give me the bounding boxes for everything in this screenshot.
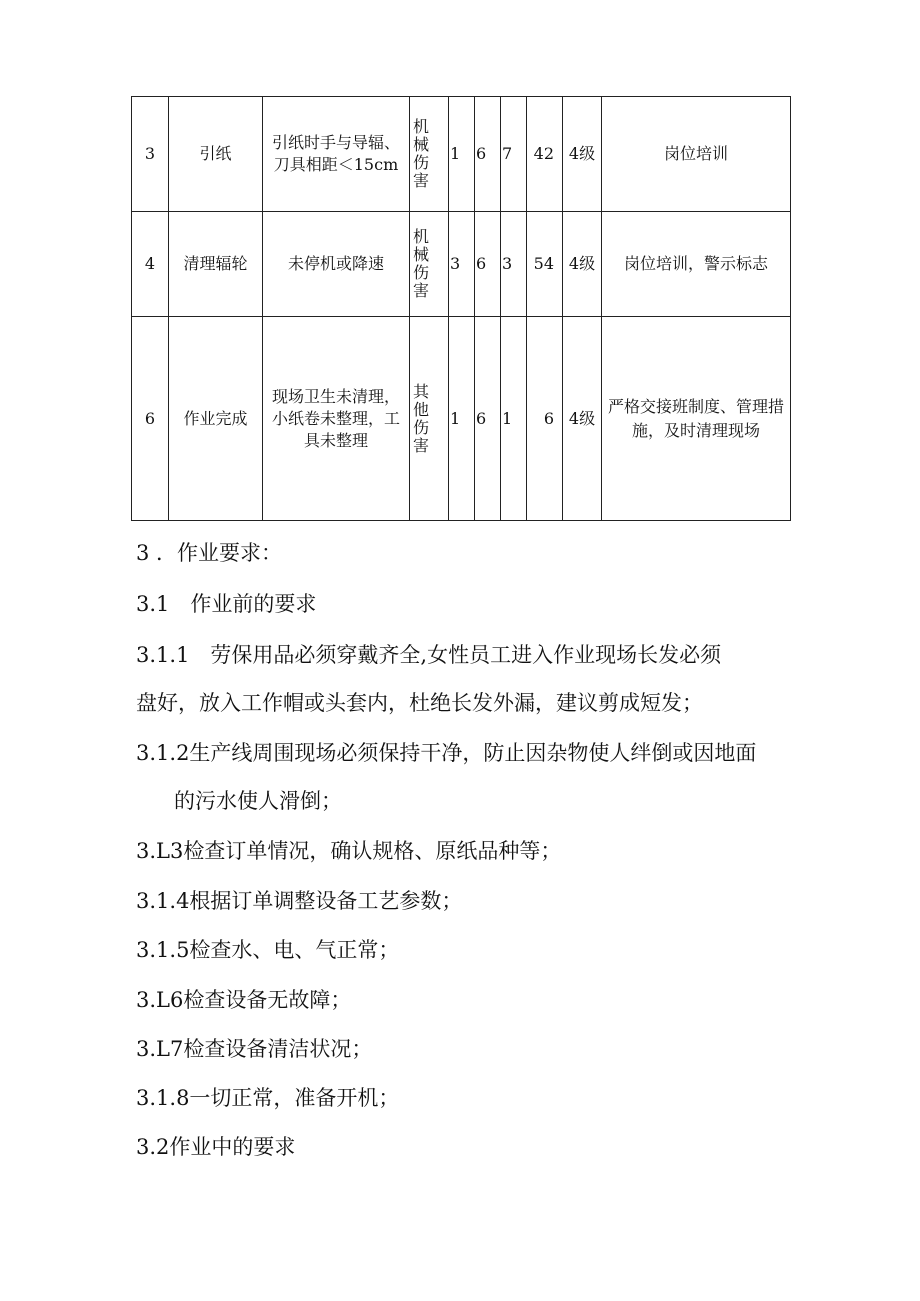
- section-heading-3: 3 ．作业要求：: [136, 541, 283, 565]
- hazard-type: 机械伤害: [413, 117, 430, 190]
- work-step: 作业完成: [169, 317, 263, 521]
- value-e: 6: [475, 317, 501, 521]
- table-row: [132, 212, 791, 317]
- item-3-1-3: 3.L3检查订单情况，确认规格、原纸品种等；: [136, 839, 562, 863]
- hazard-type-cell: [410, 212, 449, 317]
- work-step: 引纸: [169, 97, 263, 212]
- table-row: [132, 97, 791, 212]
- control-measure: 严格交接班制度、管理措施，及时清理现场: [602, 317, 791, 521]
- hazard-cause: 未停机或降速: [263, 212, 410, 317]
- work-step: 清理辐轮: [169, 212, 263, 317]
- value-d: 42: [527, 97, 563, 212]
- value-l: 3: [449, 212, 475, 317]
- hazard-type-cell: [410, 97, 449, 212]
- value-c: 7: [501, 97, 527, 212]
- item-3-1-6: 3.L6检查设备无故障；: [136, 988, 352, 1012]
- value-e: 6: [475, 212, 501, 317]
- item-3-1-2-line2: 的污水使人滑倒；: [174, 789, 342, 813]
- value-d: 54: [527, 212, 563, 317]
- hazard-cause: 现场卫生未清理，小纸卷未整理，工具未整理: [263, 317, 410, 521]
- item-3-1-8: 3.1.8一切正常，准备开机；: [136, 1086, 400, 1110]
- hazard-type: 机械伤害: [413, 227, 430, 300]
- item-3-1-4: 3.1.4根据订单调整设备工艺参数；: [136, 889, 463, 913]
- control-measure: 岗位培训: [602, 97, 791, 212]
- value-c: 1: [501, 317, 527, 521]
- item-3-1-1-line2: 盘好，放入工作帽或头套内，杜绝长发外漏，建议剪成短发；: [136, 691, 703, 715]
- section-heading-3-2: 3.2作业中的要求: [136, 1135, 296, 1159]
- value-l: 1: [449, 97, 475, 212]
- value-c: 3: [501, 212, 527, 317]
- control-measure: 岗位培训，警示标志: [602, 212, 791, 317]
- value-d: 6: [527, 317, 563, 521]
- hazard-cause: 引纸时手与导辐、刀具相距＜15cm: [263, 97, 410, 212]
- item-3-1-1-line1: 3.1.1 劳保用品必须穿戴齐全,女性员工进入作业现场长发必须: [136, 643, 722, 667]
- hazard-type: 其他伤害: [413, 381, 430, 455]
- risk-level: 4级: [563, 97, 602, 212]
- value-l: 1: [449, 317, 475, 521]
- hazard-type-cell: [410, 317, 449, 521]
- table-row: [132, 317, 791, 521]
- item-3-1-2-line1: 3.1.2生产线周围现场必须保持干净，防止因杂物使人绊倒或因地面: [136, 741, 757, 765]
- row-number: 6: [132, 317, 169, 521]
- item-3-1-5: 3.1.5检查水、电、气正常；: [136, 938, 400, 962]
- row-number: 3: [132, 97, 169, 212]
- item-3-1-7: 3.L7检查设备清洁状况；: [136, 1037, 373, 1061]
- risk-level: 4级: [563, 212, 602, 317]
- value-e: 6: [475, 97, 501, 212]
- section-heading-3-1: 3.1 作业前的要求: [136, 592, 317, 616]
- risk-level: 4级: [563, 317, 602, 521]
- row-number: 4: [132, 212, 169, 317]
- risk-assessment-table: [131, 96, 791, 521]
